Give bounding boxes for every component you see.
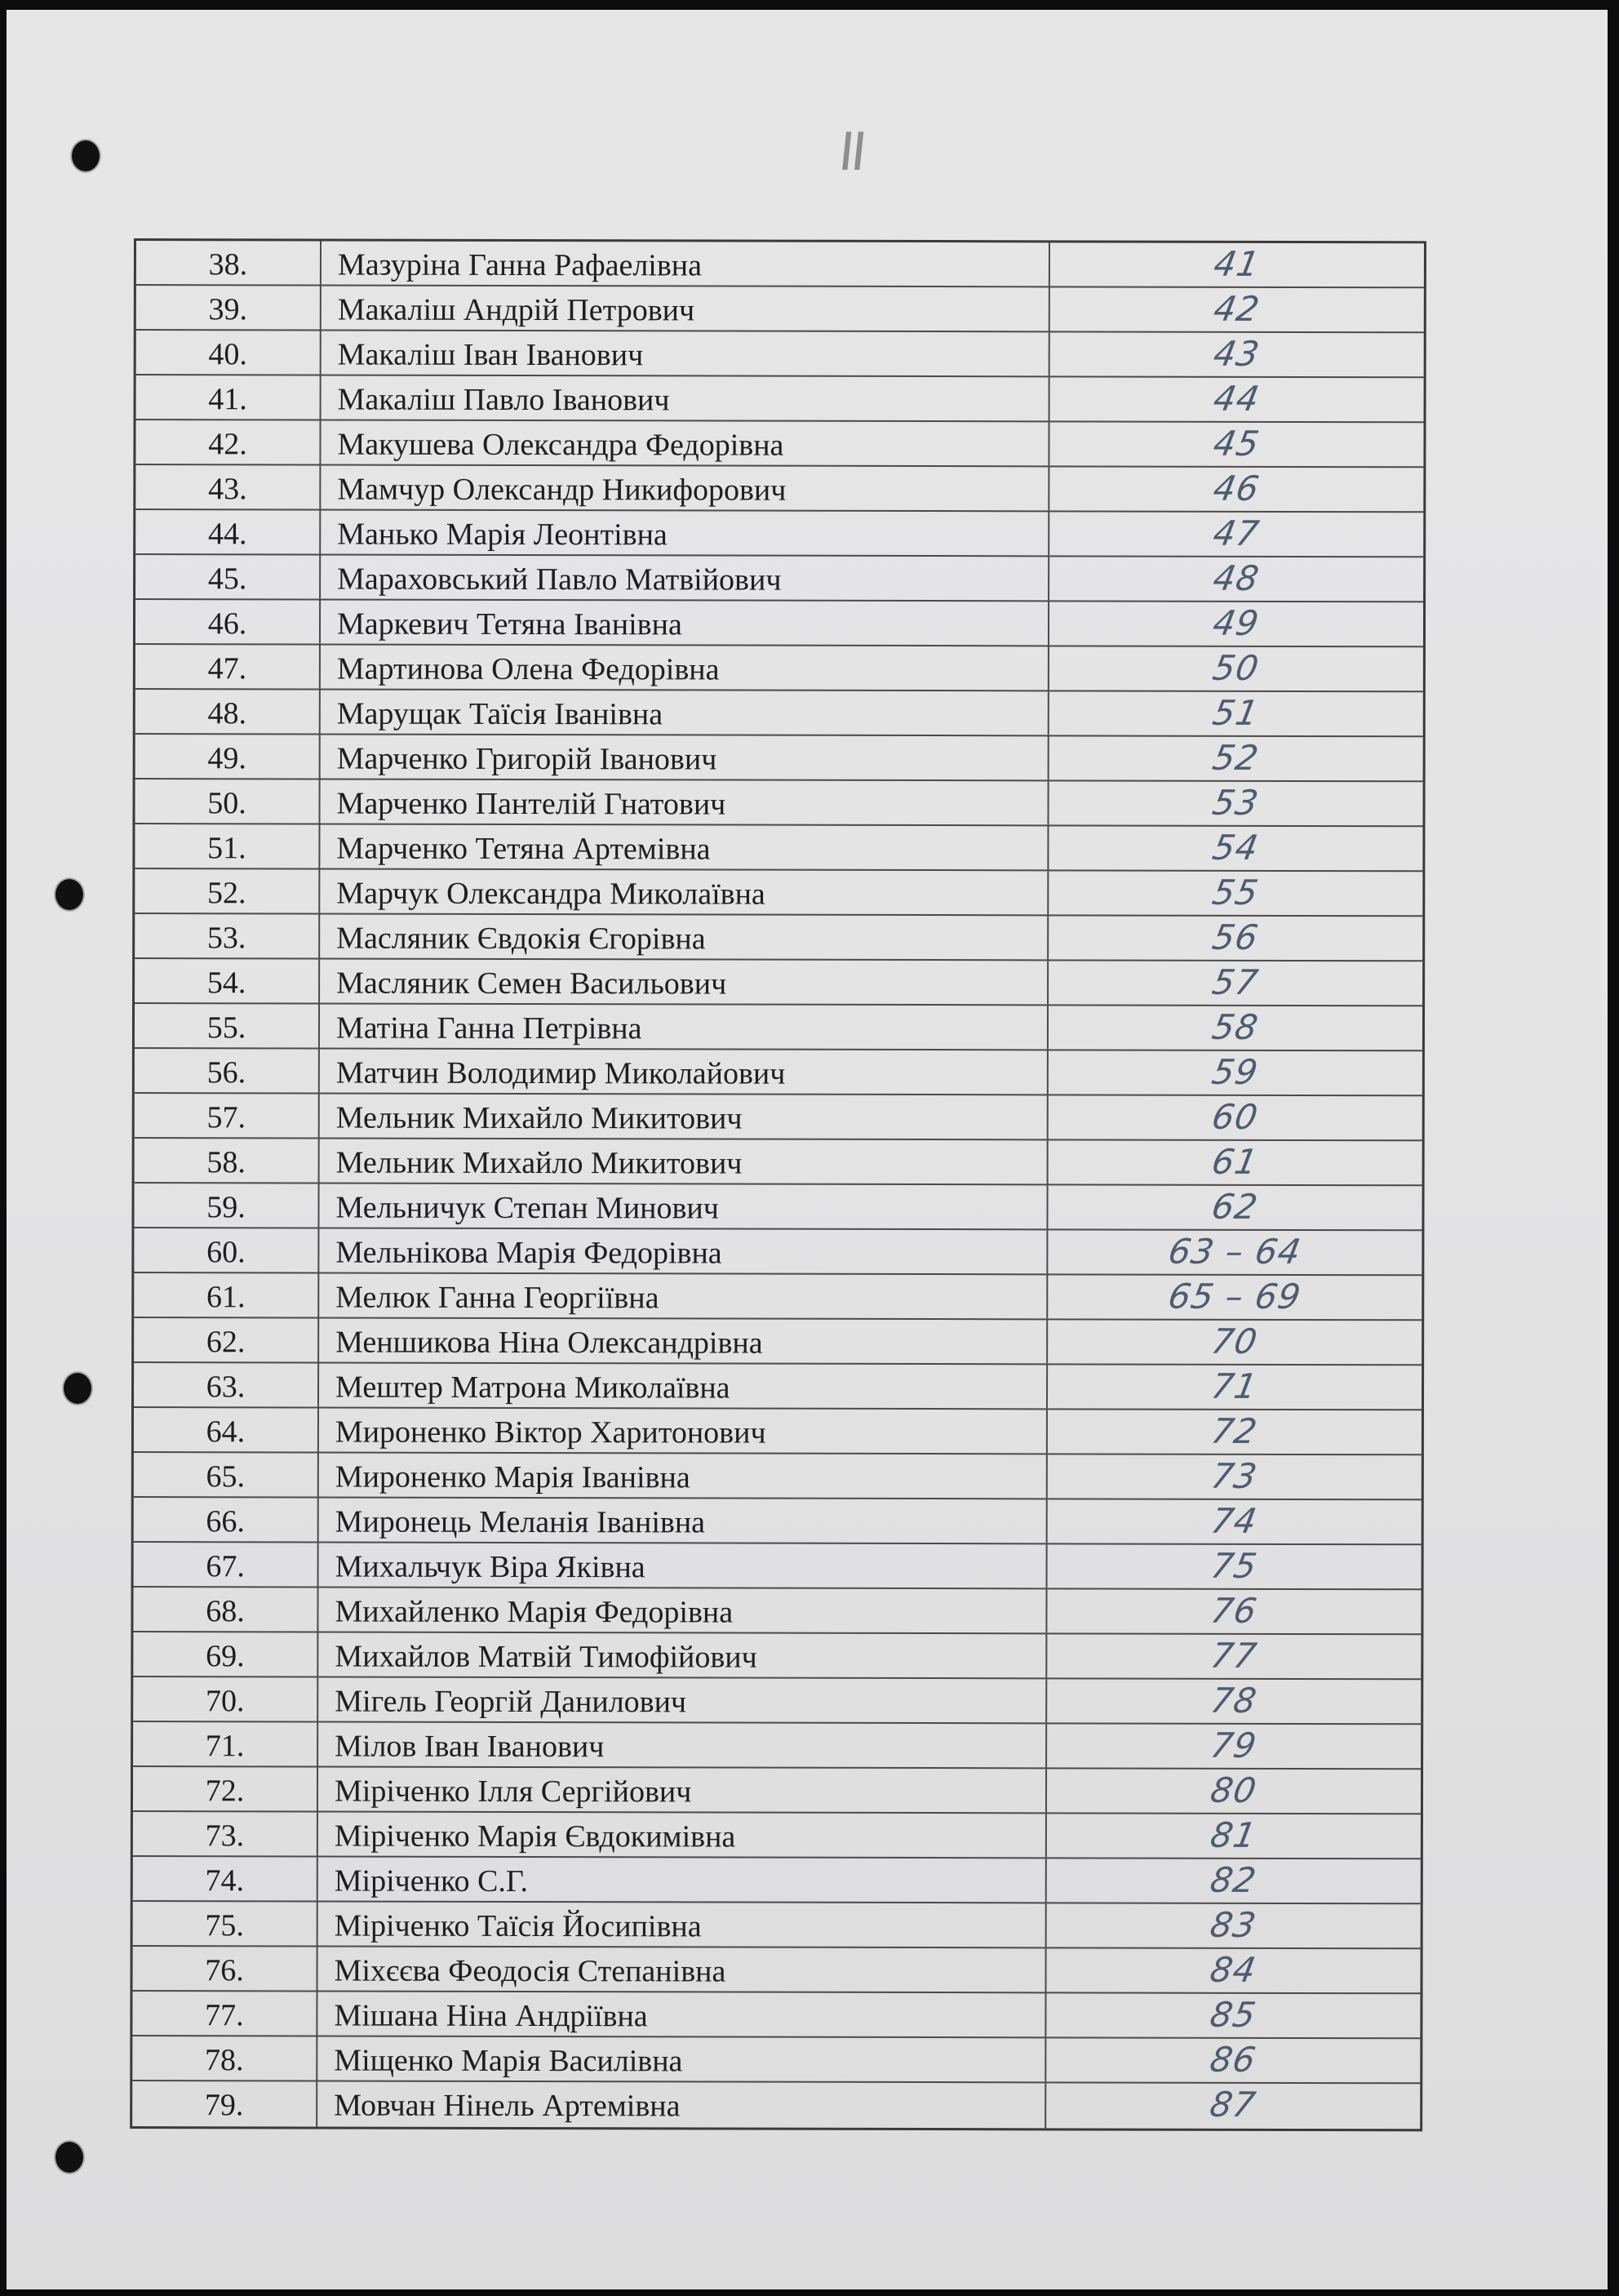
table-row	[132, 2081, 1420, 2129]
person-name: Макаліш Андрій Петрович	[322, 286, 1050, 331]
page-number-handwritten	[1046, 2083, 1420, 2129]
page-number-handwritten	[1047, 1948, 1421, 1992]
person-name: Макушева Олександра Федорівна	[321, 420, 1049, 465]
person-name: Мараховський Павло Матвійович	[321, 555, 1049, 600]
row-number: 76.	[133, 1947, 318, 1990]
table-row	[132, 1992, 1420, 2039]
page-number-handwritten	[1049, 961, 1422, 1005]
page-number-handwritten	[1050, 377, 1424, 421]
page-number-handwritten	[1049, 826, 1422, 870]
page-number-text: 58	[1209, 1006, 1262, 1047]
person-name: Михальчук Віра Яківна	[319, 1543, 1048, 1588]
row-number: 41.	[136, 375, 322, 419]
person-name: Мельник Михайло Микитович	[320, 1139, 1049, 1184]
row-number: 78.	[132, 2036, 317, 2080]
page-number-text: 71	[1209, 1366, 1262, 1406]
table-row	[133, 1632, 1421, 1680]
page-number-handwritten	[1047, 1589, 1421, 1633]
page-number-handwritten	[1046, 1993, 1420, 2037]
page-number-handwritten	[1049, 557, 1423, 601]
table-row	[134, 1363, 1422, 1410]
page-number-handwritten	[1049, 916, 1422, 960]
page-number-text: 55	[1209, 872, 1262, 913]
page-number-handwritten	[1049, 1095, 1422, 1139]
person-name: Мішана Ніна Андріївна	[317, 1992, 1046, 2036]
page-number-text: 54	[1209, 827, 1262, 868]
page-number-handwritten	[1048, 1410, 1422, 1454]
page-number-text: 83	[1207, 1904, 1260, 1945]
row-number: 43.	[135, 465, 321, 508]
page-number-handwritten	[1048, 1185, 1422, 1229]
row-number: 39.	[136, 286, 322, 329]
punch-hole-4	[55, 2142, 83, 2173]
row-number: 74.	[133, 1857, 318, 1900]
page-number-handwritten	[1048, 1275, 1422, 1319]
page-number-text: 52	[1209, 737, 1262, 778]
page-number-text: 72	[1208, 1410, 1262, 1451]
page-number-text: 47	[1210, 513, 1263, 553]
row-number: 77.	[132, 1992, 317, 2035]
table-row	[135, 1139, 1422, 1186]
person-name: Міріченко Таїсія Йосипівна	[318, 1902, 1047, 1947]
page-number-text: 82	[1207, 1859, 1260, 1900]
row-number: 63.	[134, 1363, 319, 1406]
table-row	[135, 465, 1423, 513]
page-number-text: 50	[1209, 647, 1263, 688]
row-number: 62.	[134, 1318, 319, 1361]
page-number-text: 85	[1207, 1994, 1260, 2035]
person-name: Марченко Пантелій Гнатович	[320, 779, 1049, 824]
row-number: 55.	[135, 1004, 320, 1047]
row-number: 52.	[135, 869, 320, 913]
table-row	[135, 869, 1422, 917]
row-number: 73.	[133, 1812, 318, 1855]
table-row	[135, 1049, 1422, 1096]
person-name: Мілов Іван Іванович	[318, 1722, 1047, 1767]
page-number-text: 84	[1207, 1949, 1260, 1990]
table-row	[133, 1812, 1421, 1859]
person-name: Меншикова Ніна Олександрівна	[319, 1318, 1048, 1363]
row-number: 60.	[134, 1228, 319, 1272]
page-number-text: 80	[1208, 1770, 1261, 1810]
person-name: Мельничук Степан Минович	[319, 1184, 1048, 1228]
table-row	[136, 331, 1424, 378]
person-name: Мештер Матрона Миколаївна	[319, 1363, 1048, 1408]
page-number-text: 65 – 69	[1165, 1276, 1305, 1317]
row-number: 70.	[133, 1677, 318, 1721]
page-number-text: 76	[1208, 1590, 1261, 1631]
page-number-handwritten	[1048, 1365, 1422, 1409]
row-number: 53.	[135, 914, 320, 957]
person-name: Міщенко Марія Василівна	[317, 2036, 1046, 2081]
row-number: 50.	[135, 779, 321, 823]
page-number-handwritten	[1050, 332, 1424, 376]
page-number-text: 78	[1208, 1680, 1261, 1721]
page-number-handwritten	[1047, 1859, 1421, 1903]
page-number-text: 87	[1207, 2084, 1260, 2125]
person-name: Мироненко Віктор Харитонович	[319, 1408, 1048, 1453]
page-number-handwritten	[1047, 1814, 1421, 1858]
row-number: 75.	[133, 1902, 318, 1945]
page-number-handwritten	[1050, 242, 1424, 286]
page-number-handwritten	[1049, 871, 1422, 915]
page-number-text: 56	[1209, 917, 1262, 957]
person-name: Марущак Таїсія Іванівна	[321, 690, 1049, 735]
table-row	[135, 510, 1423, 557]
page-number-handwritten	[1048, 1320, 1422, 1364]
page-number-handwritten	[1047, 1634, 1421, 1678]
page-number-text: 77	[1208, 1635, 1261, 1676]
page-number-handwritten	[1049, 1140, 1422, 1184]
page-number-text: 42	[1210, 288, 1264, 329]
page-number-text: 51	[1209, 692, 1262, 733]
page-number-text: 43	[1210, 333, 1263, 374]
table-row	[135, 690, 1423, 737]
page-number-handwritten	[1049, 467, 1423, 511]
person-name: Міхєєва Феодосія Степанівна	[318, 1947, 1047, 1992]
table-row	[134, 1498, 1422, 1545]
page-number-handwritten	[1048, 1499, 1422, 1543]
table-row	[133, 1722, 1421, 1770]
page-number-text: 46	[1210, 468, 1263, 508]
page-number-handwritten	[1049, 781, 1422, 825]
paper-sheet	[7, 10, 1608, 2289]
person-name: Маркевич Тетяна Іванівна	[321, 600, 1049, 645]
row-number: 71.	[133, 1722, 318, 1765]
page-number-handwritten	[1047, 1679, 1421, 1723]
person-name: Мироненко Марія Іванівна	[319, 1453, 1048, 1498]
person-name: Миронець Меланія Іванівна	[319, 1498, 1048, 1543]
page-number-handwritten	[1047, 1724, 1421, 1768]
table-row	[135, 735, 1423, 782]
punch-hole-3	[64, 1373, 91, 1404]
table-row	[135, 645, 1423, 692]
row-number: 57.	[135, 1094, 320, 1137]
page-number-text: 81	[1207, 1814, 1261, 1855]
page-number-text: 59	[1209, 1051, 1262, 1092]
page-number-handwritten	[1049, 1050, 1422, 1095]
row-number: 66.	[134, 1498, 319, 1541]
table-row	[133, 1767, 1421, 1814]
person-name: Мельник Михайло Микитович	[320, 1094, 1049, 1139]
table-row	[136, 241, 1424, 288]
page-number-text: 70	[1209, 1321, 1262, 1361]
page-number-handwritten	[1050, 287, 1424, 331]
page-number-text: 60	[1209, 1096, 1262, 1137]
table-row	[133, 1902, 1421, 1949]
page-number-text: 57	[1209, 961, 1262, 1002]
page-number-text: 41	[1210, 243, 1264, 284]
row-number: 59.	[134, 1184, 319, 1227]
row-number: 48.	[135, 690, 321, 733]
person-name: Матіна Ганна Петрівна	[320, 1004, 1049, 1049]
page-number-text: 63 – 64	[1165, 1231, 1305, 1272]
table-row	[135, 824, 1422, 872]
row-number: 47.	[135, 645, 321, 688]
person-name: Макаліш Павло Іванович	[322, 375, 1050, 420]
page-number-text: 45	[1210, 423, 1263, 464]
page-number-text: 48	[1210, 557, 1263, 598]
page-number-handwritten	[1048, 1230, 1422, 1274]
person-name: Мартинова Олена Федорівна	[321, 645, 1049, 690]
page-number-handwritten	[1049, 736, 1423, 780]
names-table	[130, 238, 1426, 2131]
person-name: Марчук Олександра Миколаївна	[320, 869, 1049, 914]
row-number: 46.	[135, 600, 321, 643]
row-number: 44.	[135, 510, 321, 553]
person-name: Манько Марія Леонтівна	[321, 510, 1049, 555]
table-row	[134, 1318, 1422, 1366]
table-row	[135, 1004, 1422, 1051]
table-row	[133, 1677, 1421, 1725]
person-name: Матчин Володимир Миколайович	[320, 1049, 1049, 1094]
table-row	[134, 1184, 1422, 1231]
table-row	[132, 2036, 1420, 2084]
row-number: 42.	[135, 420, 321, 464]
person-name: Марченко Тетяна Артемівна	[320, 824, 1049, 869]
table-row	[133, 1947, 1421, 1994]
row-number: 61.	[134, 1273, 319, 1317]
row-number: 72.	[133, 1767, 318, 1810]
table-row	[134, 1228, 1422, 1276]
page-number-text: 62	[1209, 1186, 1262, 1227]
page-number-text: 61	[1209, 1141, 1262, 1182]
page-number-text: 79	[1208, 1725, 1261, 1765]
table-row	[135, 420, 1423, 468]
page-number-text: 44	[1210, 378, 1263, 419]
table-row	[135, 779, 1422, 827]
table-row	[135, 600, 1423, 647]
row-number: 69.	[133, 1632, 318, 1676]
row-number: 38.	[136, 241, 322, 284]
person-name: Мельнікова Марія Федорівна	[319, 1228, 1048, 1273]
person-name: Масляник Семен Васильович	[320, 959, 1049, 1004]
page-number-handwritten	[1047, 1903, 1421, 1947]
page-number-text: 49	[1209, 602, 1263, 643]
row-number: 54.	[135, 959, 320, 1002]
person-name: Мазуріна Ганна Рафаелівна	[322, 241, 1050, 286]
row-number: 56.	[135, 1049, 320, 1092]
row-number: 49.	[135, 735, 321, 778]
page-number-text: 86	[1207, 2039, 1260, 2080]
table-row	[133, 1588, 1421, 1635]
row-number: 65.	[134, 1453, 319, 1496]
page-number-handwritten	[1046, 2038, 1420, 2082]
page-number-handwritten	[1049, 691, 1423, 735]
person-name: Мамчур Олександр Никифорович	[321, 465, 1049, 510]
table-row	[134, 1453, 1422, 1500]
table-row	[133, 1857, 1421, 1904]
row-number: 79.	[132, 2081, 317, 2126]
row-number: 68.	[133, 1588, 318, 1631]
person-name: Михайлов Матвій Тимофійович	[318, 1632, 1047, 1677]
punch-hole-1	[72, 140, 100, 171]
table-row	[134, 1273, 1422, 1321]
page-number-handwritten	[1048, 1544, 1422, 1588]
page-number-handwritten	[1049, 1006, 1422, 1050]
person-name: Мелюк Ганна Георгіївна	[319, 1273, 1048, 1318]
person-name: Макаліш Іван Іванович	[322, 331, 1050, 375]
page-number-handwritten	[1049, 422, 1423, 466]
row-number: 45.	[135, 555, 321, 598]
row-number: 67.	[134, 1543, 319, 1586]
table-row	[134, 1408, 1422, 1455]
table-row	[136, 286, 1424, 333]
table-row	[134, 1543, 1422, 1590]
table-row	[135, 555, 1423, 602]
page-number-handwritten	[1049, 646, 1423, 691]
page-number-text: 73	[1208, 1455, 1262, 1496]
page-number-text: 74	[1208, 1500, 1261, 1541]
person-name: Міріченко С.Г.	[318, 1857, 1047, 1902]
person-name: Михайленко Марія Федорівна	[318, 1588, 1047, 1632]
page-number-handwritten	[1048, 1454, 1422, 1499]
row-number: 51.	[135, 824, 320, 868]
page-number-text: 75	[1208, 1545, 1261, 1586]
page-number-handwritten	[1049, 512, 1423, 556]
page-number-handwritten	[1047, 1769, 1421, 1813]
row-number: 64.	[134, 1408, 319, 1451]
row-number: 58.	[135, 1139, 320, 1182]
table-row	[135, 914, 1422, 961]
person-name: Масляник Євдокія Єгорівна	[320, 914, 1049, 959]
person-name: Марченко Григорій Іванович	[321, 735, 1049, 779]
punch-hole-2	[55, 879, 83, 910]
person-name: Міріченко Марія Євдокимівна	[318, 1812, 1047, 1857]
person-name: Міріченко Ілля Сергійович	[318, 1767, 1047, 1812]
page-number-text: 53	[1209, 782, 1262, 823]
table-row	[136, 375, 1424, 423]
section-mark: II	[836, 122, 867, 183]
person-name: Мовчан Нінель Артемівна	[317, 2081, 1046, 2128]
table-row	[135, 959, 1422, 1006]
table-row	[135, 1094, 1422, 1141]
row-number: 40.	[136, 331, 322, 374]
person-name: Мігель Георгій Данилович	[318, 1677, 1047, 1722]
page-number-handwritten	[1049, 602, 1423, 646]
